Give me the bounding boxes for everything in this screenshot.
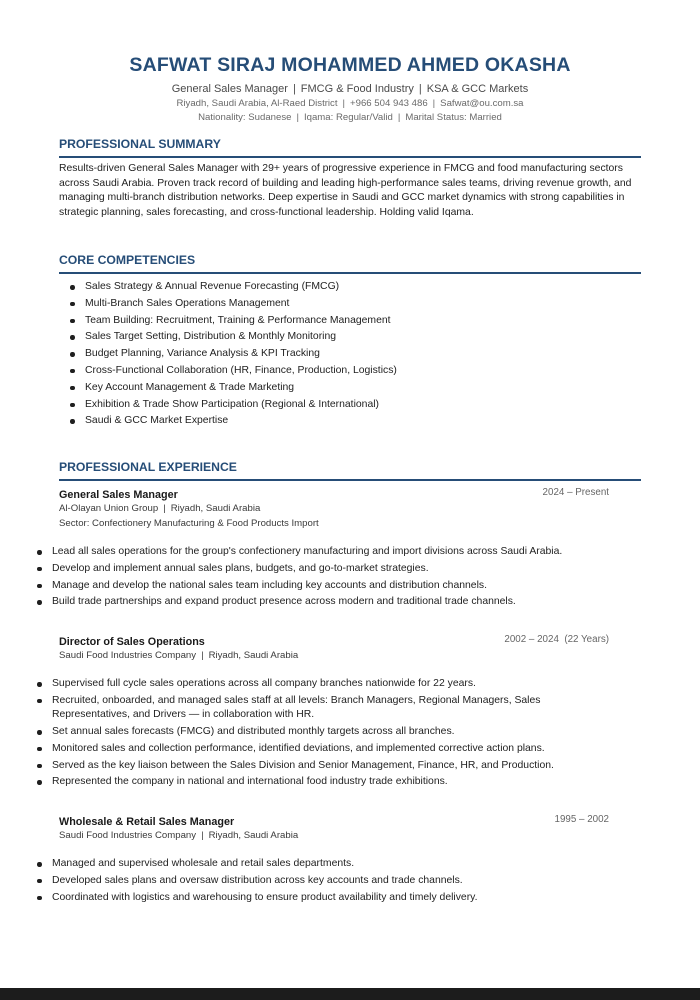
contact-line — [0, 97, 700, 111]
job-location: Riyadh, Saudi Arabia — [208, 830, 299, 841]
list-item — [85, 398, 641, 413]
list-item-text: Cross-Functional Collaboration (HR, Finance, Production, Logistics) — [85, 364, 397, 376]
list-item — [52, 874, 609, 889]
list-item — [85, 280, 641, 295]
job-bullets — [26, 545, 609, 610]
list-item-text: Lead all sales operations for the group's confectionery manufacturing and import divisions across Saudi Arabia. — [52, 546, 563, 557]
list-item-text: Exhibition & Trade Show Participation (Regional & International) — [85, 398, 379, 410]
job-company-line — [59, 501, 609, 516]
company-name: Saudi Food Industries Company — [59, 830, 197, 841]
list-item-text: Manage and develop the national sales team including key accounts and distribution channels. — [52, 579, 487, 591]
separator: | — [296, 112, 299, 123]
nationality: Nationality: Sudanese — [198, 112, 292, 123]
list-item — [52, 694, 612, 723]
bullet-icon — [37, 896, 42, 901]
list-item-text: Build trade partnerships and expand product presence across modern and traditional trade channels. — [52, 596, 516, 608]
bullet-icon — [37, 862, 42, 867]
headline-role: General Sales Manager — [171, 83, 288, 95]
list-item-text: Sales Target Setting, Distribution & Monthly Monitoring — [85, 331, 337, 343]
job-dates: 1995 – 2002 — [554, 814, 609, 825]
list-item-text: Managed and supervised wholesale and retail sales departments. — [52, 858, 355, 869]
bullet-icon — [37, 879, 42, 884]
list-item-text: Served as the key liaison between the Sales Division and Senior Management, Finance, HR, and Production. — [52, 759, 554, 771]
list-item-text: Supervised full cycle sales operations across all company branches nationwide for 22 years. — [52, 678, 476, 689]
job-entry-wholesale-retail-sales-manager — [52, 812, 609, 907]
list-item — [85, 330, 641, 345]
list-item-text: Key Account Management & Trade Marketing — [85, 381, 295, 393]
list-item — [52, 595, 609, 610]
bullet-icon — [70, 419, 75, 424]
list-item-text: Budget Planning, Variance Analysis & KPI Tracking — [85, 348, 320, 360]
job-title: Wholesale & Retail Sales Manager — [59, 816, 235, 828]
separator: | — [163, 503, 166, 514]
list-item — [52, 857, 609, 872]
bullet-icon — [37, 730, 42, 735]
section-title-experience: PROFESSIONAL EXPERIENCE — [59, 459, 641, 481]
list-item — [52, 742, 612, 757]
bullet-icon — [70, 403, 75, 408]
bullet-icon — [70, 386, 75, 391]
list-item-text: Monitored sales and collection performance, identified deviations, and implemented corrective action plans. — [52, 742, 545, 754]
job-title: Director of Sales Operations — [59, 636, 205, 648]
list-item — [85, 381, 641, 396]
bottom-bar — [0, 988, 700, 1000]
iqama-status: Iqama: Regular/Valid — [303, 112, 393, 123]
list-item — [52, 891, 609, 906]
job-company-line — [59, 648, 609, 663]
separator: | — [418, 83, 422, 95]
bullet-icon — [37, 550, 42, 555]
company-name: Saudi Food Industries Company — [59, 650, 197, 661]
email[interactable]: Safwat@ou.com.sa — [440, 98, 524, 109]
headline — [0, 81, 700, 97]
separator: | — [432, 98, 436, 109]
job-bullets — [26, 857, 609, 905]
separator: | — [201, 830, 204, 841]
bullet-icon — [37, 699, 42, 704]
list-item — [52, 759, 612, 774]
personal-line — [0, 111, 700, 125]
job-title: General Sales Manager — [59, 489, 178, 501]
bullet-icon — [37, 764, 42, 769]
list-item-text: Multi-Branch Sales Operations Management — [85, 297, 290, 309]
section-title-summary: PROFESSIONAL SUMMARY — [59, 136, 641, 158]
company-name: Al-Olayan Union Group — [59, 503, 159, 514]
candidate-name: SAFWAT SIRAJ MOHAMMED AHMED OKASHA — [129, 54, 571, 76]
job-bullets — [26, 677, 612, 790]
separator: | — [397, 112, 401, 123]
headline-industry: FMCG & Food Industry — [300, 83, 414, 95]
separator: | — [201, 650, 204, 661]
list-item-text: Team Building: Recruitment, Training & Performance Management — [85, 314, 391, 326]
summary-text: Results-driven General Sales Manager with 29+ years of progressive experience in FMCG and food manufacturing sectors across Saudi Arabia. Proven track record of building and leading high-performance sales teams, driving revenue growth, and managing multi-branch distribution networks. Deep expertise in Saudi and GCC market dynamics with strong capabilities in strategic planning, sales forecasting, and cross-functional leadership. Holding valid Iqama. — [59, 163, 632, 218]
bullet-icon — [37, 682, 42, 687]
list-item-text: Recruited, onboarded, and managed sales staff at all levels: Branch Managers, Regional Managers, Sales Representatives, and Drivers — in collaboration with HR. — [52, 694, 541, 721]
list-item — [85, 297, 641, 312]
job-entry-general-sales-manager — [52, 485, 609, 612]
job-location: Riyadh, Saudi Arabia — [170, 503, 261, 514]
marital-status: Marital Status: Married — [405, 112, 502, 123]
job-dates: 2024 – Present — [542, 487, 609, 498]
list-item-text: Coordinated with logistics and warehousing to ensure product availability and timely delivery. — [52, 891, 478, 903]
bullet-icon — [37, 567, 42, 572]
job-sector: Sector: Confectionery Manufacturing & Food Products Import — [59, 518, 319, 529]
bullet-icon — [70, 319, 75, 324]
job-company-line — [59, 828, 609, 843]
separator: | — [342, 98, 346, 109]
job-header — [59, 632, 609, 648]
list-item — [52, 775, 612, 790]
job-dates: 2002 – 2024 (22 Years) — [504, 634, 609, 645]
bullet-icon — [70, 302, 75, 307]
list-item-text: Represented the company in national and international food industry trade exhibitions. — [52, 776, 448, 788]
bullet-icon — [70, 285, 75, 290]
phone: +966 504 943 486 — [350, 98, 428, 109]
summary-section — [59, 136, 641, 220]
bullet-icon — [37, 584, 42, 589]
list-item-text: Develop and implement annual sales plans, budgets, and go-to-market strategies. — [52, 562, 429, 574]
list-item-text: Sales Strategy & Annual Revenue Forecasting (FMCG) — [85, 281, 340, 292]
job-entry-director-of-sales-operations — [52, 632, 609, 792]
list-item — [85, 314, 641, 329]
bullet-icon — [37, 780, 42, 785]
job-location: Riyadh, Saudi Arabia — [208, 650, 299, 661]
list-item-text: Saudi & GCC Market Expertise — [85, 415, 229, 427]
bullet-icon — [70, 352, 75, 357]
list-item-text: Set annual sales forecasts (FMCG) and distributed monthly targets across all branches. — [52, 726, 455, 738]
bullet-icon — [37, 747, 42, 752]
competencies-list — [59, 280, 641, 429]
separator: | — [292, 83, 296, 95]
list-item — [52, 562, 609, 577]
section-title-competencies: CORE COMPETENCIES — [59, 252, 641, 274]
list-item — [52, 725, 612, 740]
job-header — [59, 812, 609, 828]
list-item — [85, 347, 641, 362]
list-item — [85, 364, 641, 379]
bullet-icon — [70, 335, 75, 340]
bullet-icon — [37, 600, 42, 605]
job-header — [59, 485, 609, 501]
competencies-section — [59, 252, 641, 431]
list-item-text: Developed sales plans and oversaw distribution across key accounts and trade channels. — [52, 874, 463, 886]
list-item — [52, 545, 609, 560]
address: Riyadh, Saudi Arabia, Al-Raed District — [176, 98, 338, 109]
bullet-icon — [70, 369, 75, 374]
list-item — [85, 414, 641, 429]
list-item — [52, 579, 609, 594]
list-item — [52, 677, 612, 692]
resume-header — [0, 52, 700, 125]
headline-markets: KSA & GCC Markets — [426, 83, 529, 95]
experience-section — [59, 459, 641, 481]
